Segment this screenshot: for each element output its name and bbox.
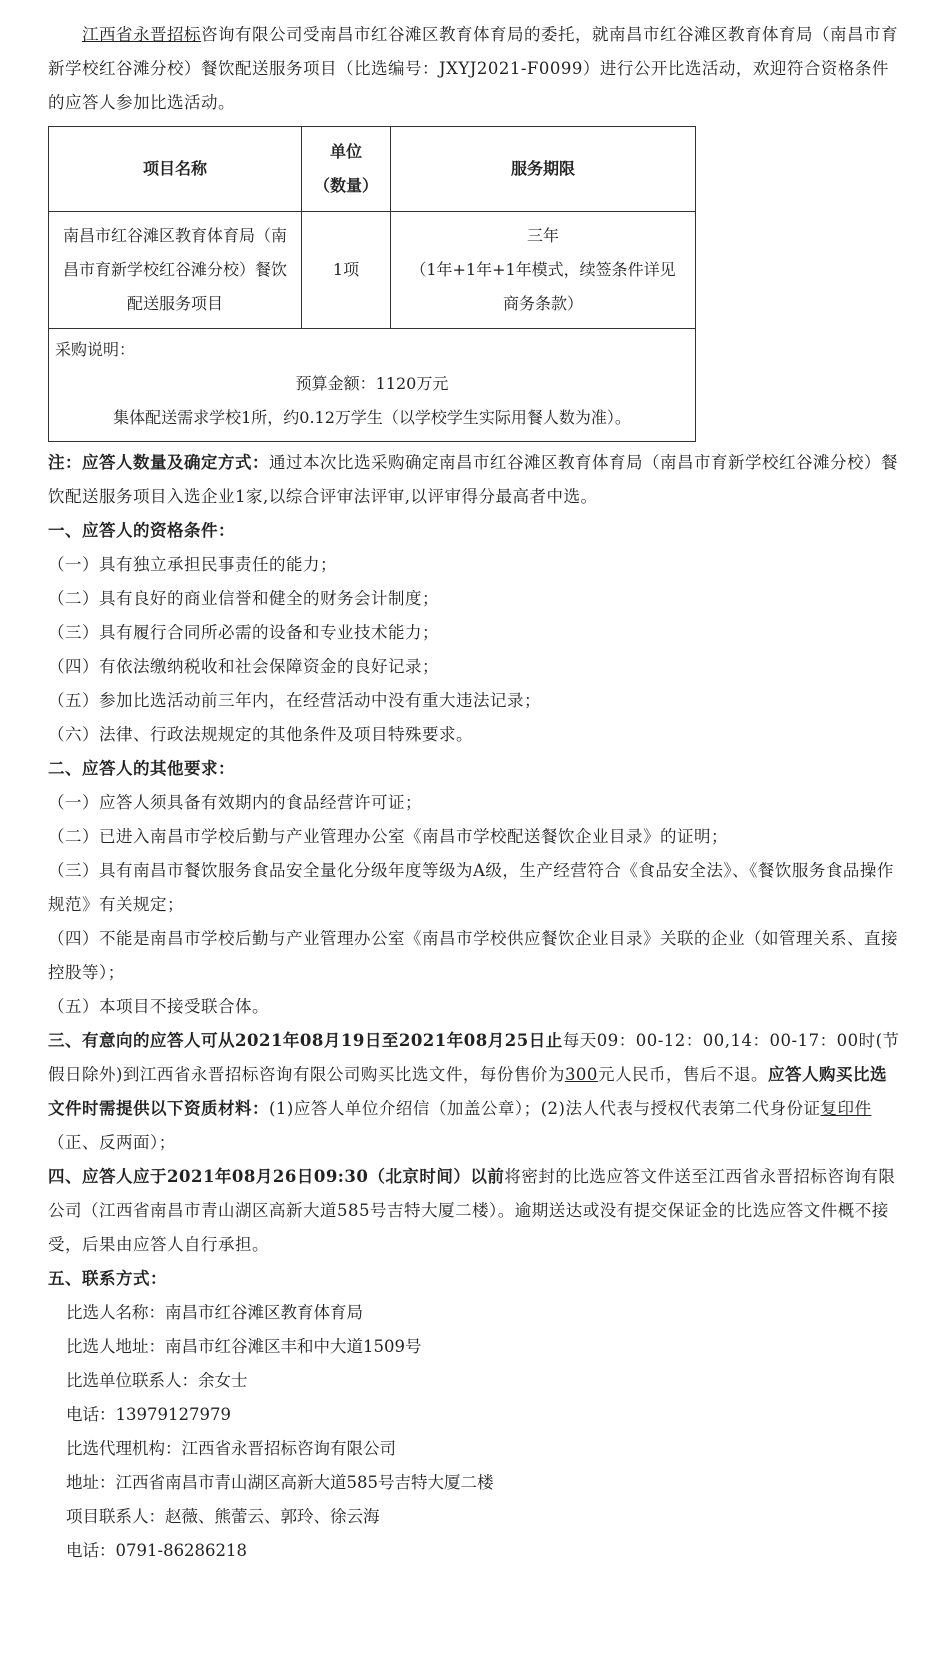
header-unit-line1: 单位 xyxy=(329,142,362,161)
section4-text: 将密封的比选应答文件送至江西省永晋招标咨询有限公司（江西省南昌市青山湖区高新大道585号吉特大厦二楼）。逾期送达或没有提交保证金的比选应答文件概不接受，后果由应答人自行承担。 xyxy=(48,1167,896,1254)
section3-text4: （正、反两面）； xyxy=(48,1133,176,1152)
list-item: （一）应答人须具备有效期内的食品经营许可证； xyxy=(48,793,422,812)
contact-line: 比选单位联系人：余女士 xyxy=(66,1371,248,1390)
period-line1: 三年 xyxy=(526,226,559,245)
section4-paragraph xyxy=(48,1160,900,1262)
list-item: （二）具有良好的商业信誉和健全的财务会计制度； xyxy=(48,589,439,608)
header-unit xyxy=(302,127,391,212)
section3-lead: 三、有意向的应答人可从2021年08月19日至2021年08月25日止 xyxy=(48,1031,563,1050)
section3-text1: 每天09：00-12：00,14：00-17：00时(节假日除外)到江西省永晋招标咨询有限公司购买比选文件，每份售价为 xyxy=(48,1031,900,1084)
demand-text: 集体配送需求学校1所，约0.12万学生（以学校学生实际用餐人数为准）。 xyxy=(113,408,631,427)
list-item: （四）有依法缴纳税收和社会保障资金的良好记录； xyxy=(48,657,439,676)
header-project-name: 项目名称 xyxy=(49,127,302,212)
section5-title: 五、联系方式： xyxy=(48,1269,167,1288)
table-row xyxy=(49,212,696,329)
contact-line: 项目联系人：赵薇、熊蕾云、郭玲、徐云海 xyxy=(66,1507,380,1526)
cell-unit: 1项 xyxy=(302,212,391,329)
list-item: （四）不能是南昌市学校后勤与产业管理办公室《南昌市学校供应餐饮企业目录》关联的企业（如管理关系、直接控股等）； xyxy=(48,929,898,982)
list-item: （五）参加比选活动前三年内，在经营活动中没有重大违法记录； xyxy=(48,691,541,710)
cell-project-name: 南昌市红谷滩区教育体育局（南昌市育新学校红谷滩分校）餐饮配送服务项目 xyxy=(49,212,302,329)
note-text: 通过本次比选采购确定南昌市红谷滩区教育体育局（南昌市育新学校红谷滩分校）餐饮配送服务项目入选企业1家,以综合评审法评审,以评审得分最高者中选。 xyxy=(48,453,898,506)
note-paragraph xyxy=(48,446,900,514)
contact-line: 地址：江西省南昌市青山湖区高新大道585号吉特大厦二楼 xyxy=(66,1473,494,1492)
contact-line: 比选代理机构：江西省永晋招标咨询有限公司 xyxy=(66,1439,396,1458)
cell-service-period xyxy=(391,212,696,329)
table-header-row xyxy=(49,127,696,212)
contact-line: 比选人地址：南昌市红谷滩区丰和中大道1509号 xyxy=(66,1337,422,1356)
section3-paragraph xyxy=(48,1024,900,1160)
list-item: （一）具有独立承担民事责任的能力； xyxy=(48,555,337,574)
contact-line: 比选人名称：南昌市红谷滩区教育体育局 xyxy=(66,1303,363,1322)
intro-text: 咨询有限公司受南昌市红谷滩区教育体育局的委托，就南昌市红谷滩区教育体育局（南昌市育新学校红谷滩分校）餐饮配送服务项目（比选编号：JXYJ2021-F0099）进行公开比选活动，欢迎符合资格条件的应答人参加比选活动。 xyxy=(48,25,898,112)
section2-title: 二、应答人的其他要求： xyxy=(48,759,235,778)
intro-paragraph xyxy=(48,18,900,120)
section3-text3: (1)应答人单位介绍信（加盖公章）；(2)法人代表与授权代表第二代身份证 xyxy=(269,1099,821,1118)
header-service-period: 服务期限 xyxy=(391,127,696,212)
list-item: （三）具有履行合同所必需的设备和专业技术能力； xyxy=(48,623,439,642)
budget-text: 预算金额：1120万元 xyxy=(295,374,449,393)
period-line2: （1年+1年+1年模式，续签条件详见商务条款） xyxy=(410,260,676,313)
copy-text: 复印件 xyxy=(820,1099,872,1118)
note-label: 注：应答人数量及确定方式： xyxy=(48,453,269,472)
section3-materials-label: 应答人购买比选文件时需提供以下资质材料： xyxy=(48,1065,887,1118)
list-item: （五）本项目不接受联合体。 xyxy=(48,997,269,1016)
table-notes-row xyxy=(49,329,696,442)
contact-phone: 电话：0791-86286218 xyxy=(66,1541,248,1560)
agency-link[interactable]: 江西省永晋招标 xyxy=(82,25,201,44)
procurement-notes xyxy=(49,329,696,442)
list-item: （六）法律、行政法规规定的其他条件及项目特殊要求。 xyxy=(48,725,473,744)
list-item: （二）已进入南昌市学校后勤与产业管理办公室《南昌市学校配送餐饮企业目录》的证明； xyxy=(48,827,728,846)
project-table xyxy=(48,126,696,442)
section3-text2: 元人民币，售后不退。 xyxy=(597,1065,768,1084)
contact-phone: 电话：13979127979 xyxy=(66,1405,231,1424)
notes-label: 采购说明： xyxy=(55,340,136,359)
section1-title: 一、应答人的资格条件： xyxy=(48,521,235,540)
header-unit-line2: （数量） xyxy=(313,176,378,195)
price-value: 300 xyxy=(564,1065,598,1084)
section4-lead: 四、应答人应于2021年08月26日09:30（北京时间）以前 xyxy=(48,1167,505,1186)
list-item: （三）具有南昌市餐饮服务食品安全量化分级年度等级为A级，生产经营符合《食品安全法》、《餐饮服务食品操作规范》有关规定； xyxy=(48,861,894,914)
